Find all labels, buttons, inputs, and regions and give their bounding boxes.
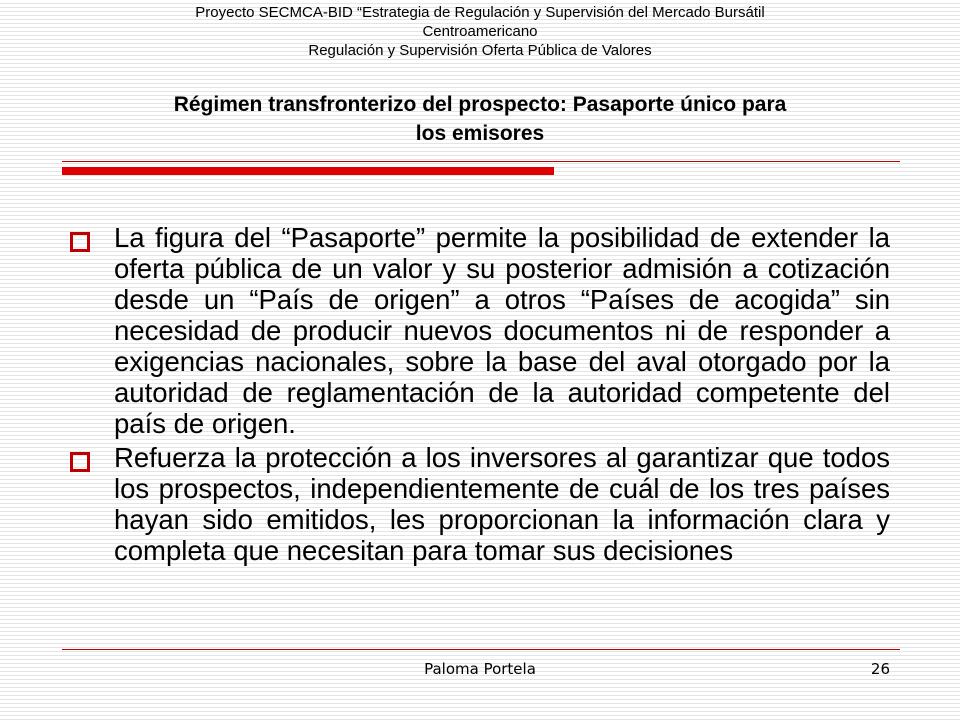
header-line-3: Regulación y Supervisión Oferta Pública de Valores: [308, 42, 652, 59]
slide-title: [60, 90, 900, 148]
header-line-1: Proyecto SECMCA-BID “Estrategia de Regulación y Supervisión del Mercado Bursátil: [195, 4, 765, 21]
bullet-text-2: Refuerza la protección a los inversores al garantizar que todos los prospectos, independientemente de cuál de los tres países hayan sido emitidos, les proporcionan la información clara y completa que necesitan para tomar sus decisiones: [114, 442, 890, 566]
bullet-list: [70, 222, 890, 569]
hollow-square-icon: [70, 452, 90, 472]
top-divider: [62, 161, 900, 162]
bullet-item-1: [70, 222, 890, 439]
hollow-square-icon: [70, 232, 90, 252]
page-number: 26: [870, 660, 890, 678]
title-line-1: Régimen transfronterizo del prospecto: Pasaporte único para: [173, 93, 787, 116]
accent-bar: [62, 167, 554, 175]
slide-header: [100, 3, 860, 60]
title-line-2: los emisores: [415, 122, 545, 145]
bullet-item-2: [70, 442, 890, 566]
footer-author: Paloma Portela: [424, 660, 536, 678]
bullet-text-1: La figura del “Pasaporte” permite la posibilidad de extender la oferta pública de un valor y su posterior admisión a cotización desde un “País de origen” a otros “Países de acogida” sin necesidad de producir nuevos documentos ni de responder a exigencias nacionales, sobre la base del aval otorgado por la autoridad de reglamentación de la autoridad competente del país de origen.: [114, 222, 890, 439]
header-line-2: Centroamericano: [422, 23, 538, 40]
bottom-divider: [62, 649, 900, 650]
